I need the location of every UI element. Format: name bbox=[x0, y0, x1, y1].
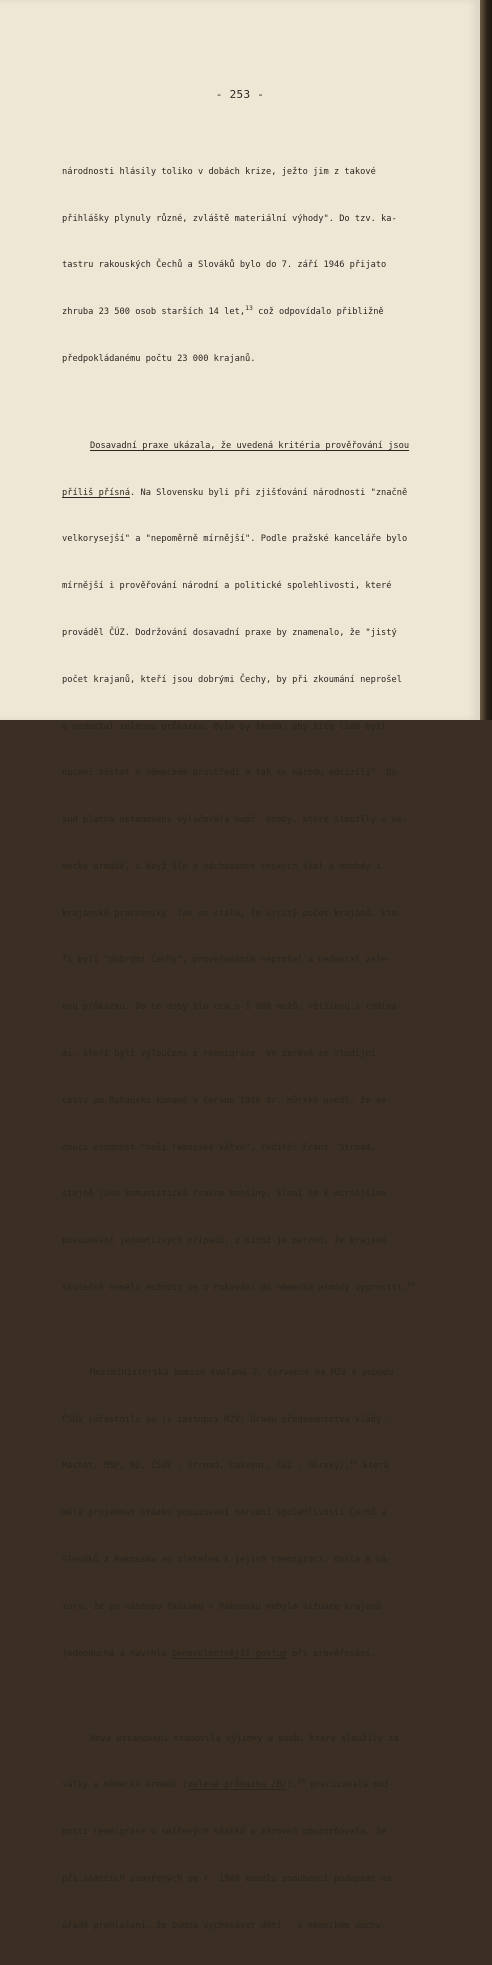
text-line: nou průkazku. Do té doby šlo cca o 1 000 mužů, většinou s rodina- bbox=[62, 1002, 402, 1013]
text-line: stejně jako komunistická frakce menšiny, kloní se k mírnějšímu bbox=[62, 1189, 387, 1200]
page-number: - 253 - bbox=[215, 88, 265, 101]
text-line: národnosti hlásily toliko v dobách krize, ježto jim z takové bbox=[62, 166, 376, 177]
text-fragment: Machát, MSP, MZ, ČSÚV - Strnad, Lokvenc, ČÚZ - Hůrský), bbox=[62, 1461, 350, 1472]
text-line: nosti reemigrace u smíšených sňatků a zároveň upozorňovala, že bbox=[62, 1827, 387, 1838]
text-fragment: precizovala mož- bbox=[305, 1780, 395, 1791]
text-line: tastru rakouských Čechů a Slováků bylo do 7. září 1946 přijato bbox=[62, 260, 387, 271]
text-fragment: války v německé armádě ( bbox=[62, 1780, 188, 1791]
text-line: mírnější i prověřování národní a politické spolehlivosti, které bbox=[62, 581, 392, 592]
text-fragment: zhruba 23 500 osob starších 14 let, bbox=[62, 307, 246, 318]
text-line: mecké armádě, i když šlo o odchovance českých škol a mnohdy i bbox=[62, 861, 382, 872]
text-line: sud platná ustanovení vylučovala např. osoby, které sloužily v ně- bbox=[62, 815, 408, 826]
text-line: Meziministerská komise svolaná 2. července na MZV s popudu bbox=[90, 1367, 394, 1378]
text-line: úřadě prohlášení, že budou vychovávat děti v německém duchu. bbox=[62, 1920, 387, 1931]
text-line: předpokládanému počtu 23 000 krajanů. bbox=[62, 353, 256, 364]
text-line: Nová ustanovení stanovila výjimky u osob, které sloužily za bbox=[90, 1733, 399, 1744]
text-fragment: která bbox=[357, 1461, 389, 1472]
text-fragment: při prověřování. bbox=[286, 1648, 376, 1659]
underlined-phrase: příliš přísná bbox=[62, 487, 130, 498]
underlined-phrase: benevolentnější postup bbox=[171, 1648, 287, 1659]
footnote-ref-13: 13 bbox=[245, 304, 253, 313]
footnote-ref-14: 14 bbox=[407, 1279, 416, 1288]
text-line: ČSÚV (účastnili se jí zástupci MZV, Úřadu předsednictva vlády - bbox=[62, 1414, 392, 1425]
text-line: nuceni zůstat v německém prostředí a tak se národu odcizili". Do- bbox=[62, 768, 402, 779]
book-binding bbox=[480, 0, 492, 720]
footnote-ref-15: 15 bbox=[349, 1458, 358, 1467]
text-line: měla projednat otázku posuzování národní spolehlivosti Čechů a bbox=[62, 1508, 387, 1519]
text-line: prováděl ČÚZ. Dodržování dosavadní praxe by znamenalo, že "jistý bbox=[62, 628, 397, 638]
text-line: cesty po Rakousku konané v červnu 1946 dr. Hůrský uvedl, že ve- bbox=[62, 1095, 392, 1106]
text-line bbox=[62, 1778, 474, 1794]
text-body bbox=[62, 118, 474, 1965]
text-line: při sňatcích uzavřených po r. 1940 museli snoubenci podepsat na bbox=[62, 1873, 392, 1884]
text-line: a nedostal zelenou průkazku. Byla by škoda, aby tito lidé byli bbox=[62, 721, 387, 732]
text-line: posuzování jednotlivých případů, z nichž je patrno, že krajané bbox=[62, 1236, 387, 1247]
text-line bbox=[62, 439, 474, 455]
text-line: počet krajanů, kteří jsou dobrými Čechy, by při zkoumání neprošel bbox=[62, 674, 402, 685]
text-line: přihlášky plynuly různé, zvláště materiální výhody". Do tzv. ka- bbox=[62, 213, 397, 224]
text-line bbox=[62, 1281, 474, 1297]
text-fragment: . Na Slovensku byli při zjišťování národnosti "značně bbox=[130, 487, 408, 498]
text-line: zoru, že po nástupu fašismu v Rakousku nebyla situace krajanů bbox=[62, 1601, 382, 1612]
text-line bbox=[62, 305, 474, 321]
underlined-phrase: Dosavadní praxe ukázala, že uvedená kritéria prověřování jsou bbox=[90, 440, 410, 451]
text-fragment: ), bbox=[286, 1780, 298, 1791]
text-line: Slováků z Rakouska se zřetelem k jejich reemigraci, došla k ná- bbox=[62, 1555, 392, 1566]
text-fragment: což odpovídalo přibližně bbox=[252, 307, 384, 318]
text-line: velkorysejší" a "nepoměrně mírnější". Podle pražské kanceláře bylo bbox=[62, 534, 408, 545]
text-line: krajanské pracovníky. Tak se stalo, že určitý počet krajanů, kte- bbox=[62, 908, 402, 919]
text-fragment: skutečně neměli možnost se z rukování do německé armády vyprostit. bbox=[62, 1282, 408, 1293]
text-fragment: jednoduchá a navrhla bbox=[62, 1648, 172, 1659]
text-line: mi, kteří byli vyloučeni z reemigrace. Ve zprávě ze studijní bbox=[62, 1049, 376, 1060]
underlined-phrase: zelená průkazka /B/ bbox=[187, 1780, 287, 1791]
text-line bbox=[62, 1647, 474, 1663]
text-line: ří byli "dobrými Čechy", prověřováním neprošel a nedostal zele- bbox=[62, 955, 392, 966]
footnote-ref-16: 16 bbox=[297, 1777, 306, 1786]
text-line bbox=[62, 486, 474, 502]
text-line bbox=[62, 1459, 474, 1475]
text-line: doucí osobnost "naší rakouské větve", ředitel Frant. Strnad, bbox=[62, 1142, 376, 1153]
